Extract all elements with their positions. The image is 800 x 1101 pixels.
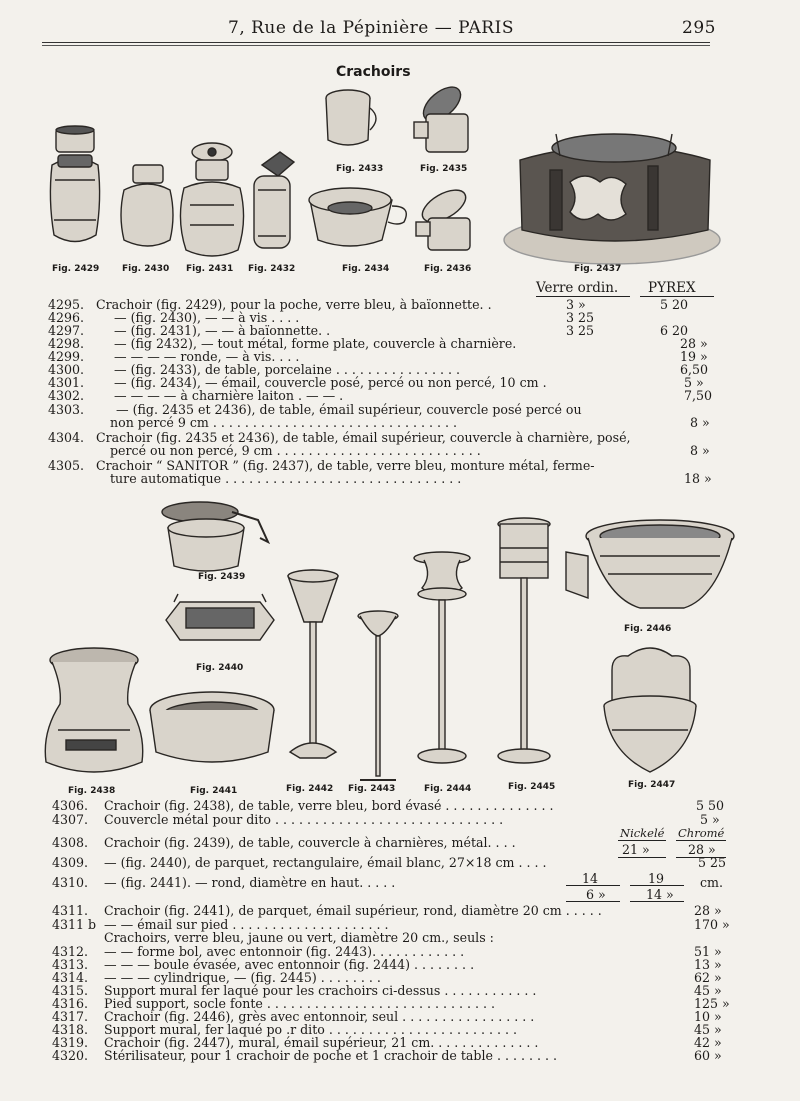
fig-caption-2444: Fig. 2444 <box>424 784 472 794</box>
fig-2443-illustration <box>358 611 398 780</box>
fig-2437-illustration <box>504 134 720 264</box>
item-description: — (fig. 2441). — rond, diamètre en haut. . . . . <box>104 875 396 890</box>
fig-caption-2443: Fig. 2443 <box>348 784 396 794</box>
item-code: 4303. <box>48 402 85 417</box>
item-code: 4299. <box>48 349 85 364</box>
item-description: Crachoir (fig. 2435 et 2436), de table, émail supérieur, couvercle à charnière, posé, <box>96 430 631 445</box>
price-4310-1: 14 <box>582 871 599 886</box>
price-4310-4: 14 » <box>646 887 674 902</box>
item-description: — — — — ronde, — à vis. . . . <box>114 349 300 364</box>
fig-caption-2437: Fig. 2437 <box>574 264 622 274</box>
item-description: Crachoir (fig. 2441), de parquet, émail supérieur, rond, diamètre 20 cm . . . . . <box>104 903 602 918</box>
fig-2433-illustration <box>326 90 376 145</box>
item-description: — (fig 2432), — tout métal, forme plate, couvercle à charnière. <box>114 336 517 351</box>
middle-illustrations <box>0 490 800 813</box>
fig-2439-illustration <box>162 502 268 571</box>
price-single: 5 » <box>684 375 704 390</box>
price-unit: cm. <box>700 875 723 890</box>
section-title: Crachoirs <box>336 64 411 80</box>
fig-2440-illustration <box>166 594 274 640</box>
item-code: 4297. <box>48 323 85 338</box>
fig-2432-illustration <box>254 152 294 248</box>
item-code: 4312. <box>52 944 89 959</box>
column-header-pyrex: PYREX <box>648 280 696 296</box>
price-single: 125 » <box>694 996 730 1011</box>
fig-2442-illustration <box>288 570 338 758</box>
item-description: Stérilisateur, pour 1 crachoir de poche et 1 crachoir de table . . . . . . . . <box>104 1048 558 1063</box>
item-code: 4315. <box>52 983 89 998</box>
price-nickele: 21 » <box>622 842 650 857</box>
rule-4310-2 <box>630 885 684 886</box>
item-description: — — forme bol, avec entonnoir (fig. 2443). . . . . . . . . . . . <box>104 944 465 959</box>
price-verre: 3 25 <box>566 310 595 325</box>
item-description: Support mural fer laqué pour les crachoirs ci-dessus . . . . . . . . . . . . <box>104 983 537 998</box>
item-description: Crachoir (fig. 2439), de table, couvercle à charnières, métal. . . . <box>104 835 516 850</box>
fig-2441-illustration <box>150 692 274 762</box>
item-description: — — — boule évasée, avec entonnoir (fig. 2444) . . . . . . . . <box>104 957 475 972</box>
fig-2434-illustration <box>309 188 406 246</box>
rule-4310-3 <box>566 901 620 902</box>
top-illustrations <box>0 0 800 290</box>
item-code: 4307. <box>52 812 89 827</box>
fig-2447-illustration <box>604 648 696 772</box>
item-code: 4311 b <box>52 917 97 932</box>
price-4310-2: 19 <box>648 871 665 886</box>
fig-2431-illustration <box>180 143 243 256</box>
fig-caption-2446: Fig. 2446 <box>624 624 672 634</box>
item-description: — (fig. 2440), de parquet, rectangulaire, émail blanc, 27×18 cm . . . . <box>104 855 547 870</box>
fig-caption-2431: Fig. 2431 <box>186 264 234 274</box>
price-single: 6,50 <box>680 362 709 377</box>
item-code: 4296. <box>48 310 85 325</box>
item-code: 4318. <box>52 1022 89 1037</box>
item-code: 4306. <box>52 798 89 813</box>
column-header-nickele: Nickelé <box>620 826 665 840</box>
page-number: 295 <box>682 18 716 38</box>
price-single: 62 » <box>694 970 722 985</box>
column-header-verre: Verre ordin. <box>536 280 619 296</box>
item-description: — (fig. 2434), — émail, couvercle posé, percé ou non percé, 10 cm . <box>114 375 547 390</box>
fig-2444-illustration <box>414 552 470 763</box>
fig-2436-illustration <box>416 184 471 250</box>
price-single: 19 » <box>680 349 708 364</box>
item-code: 4317. <box>52 1009 89 1024</box>
rule-nickele-2 <box>618 857 666 858</box>
fig-caption-2429: Fig. 2429 <box>52 264 100 274</box>
item-description: Couvercle métal pour dito . . . . . . . . . . . . . . . . . . . . . . . . . . . . . <box>104 812 504 827</box>
price-single: 8 » <box>690 415 710 430</box>
fig-2446-illustration <box>566 520 734 608</box>
rule-chrome <box>676 840 726 841</box>
item-code: 4309. <box>52 855 89 870</box>
fig-caption-2440: Fig. 2440 <box>196 663 244 673</box>
fig-caption-2438: Fig. 2438 <box>68 786 116 796</box>
price-single: 13 » <box>694 957 722 972</box>
fig-caption-2432: Fig. 2432 <box>248 264 296 274</box>
fig-caption-2439: Fig. 2439 <box>198 572 246 582</box>
item-description-cont: percé ou non percé, 9 cm . . . . . . . . . . . . . . . . . . . . . . . . . . <box>110 443 481 458</box>
price-single: 5 50 <box>696 798 725 813</box>
price-verre: 3 25 <box>566 323 595 338</box>
item-description: — — — cylindrique, — (fig. 2445) . . . . . . . . <box>104 970 381 985</box>
price-single: 45 » <box>694 983 722 998</box>
price-single: 51 » <box>694 944 722 959</box>
fig-caption-2441: Fig. 2441 <box>190 786 238 796</box>
item-code: 4310. <box>52 875 89 890</box>
item-description: — (fig. 2431), — — à baïonnette. . <box>114 323 331 338</box>
column-header-chrome: Chromé <box>678 826 725 840</box>
item-code: 4304. <box>48 430 85 445</box>
fig-caption-2442: Fig. 2442 <box>286 784 334 794</box>
item-description: — (fig. 2433), de table, porcelaine . . . . . . . . . . . . . . . . <box>114 362 460 377</box>
page-header-address: 7, Rue de la Pépinière — PARIS <box>228 18 514 38</box>
item-description: Pied support, socle fonte . . . . . . . . . . . . . . . . . . . . . . . . . . . . . <box>104 996 496 1011</box>
item-description: Crachoir (fig. 2429), pour la poche, verre bleu, à baïonnette. . <box>96 297 492 312</box>
item-description-cont: non percé 9 cm . . . . . . . . . . . . . . . . . . . . . . . . . . . . . . . <box>110 415 458 430</box>
item-code: 4314. <box>52 970 89 985</box>
fig-2435-illustration <box>414 81 468 152</box>
item-code: 4298. <box>48 336 85 351</box>
item-description: Crachoir (fig. 2446), grès avec entonnoir, seul . . . . . . . . . . . . . . . . . <box>104 1009 535 1024</box>
price-single: 10 » <box>694 1009 722 1024</box>
fig-caption-2445: Fig. 2445 <box>508 782 556 792</box>
price-single: 28 » <box>680 336 708 351</box>
price-single: 28 » <box>694 903 722 918</box>
item-code: 4300. <box>48 362 85 377</box>
item-code: 4301. <box>48 375 85 390</box>
price-pyrex: 6 20 <box>660 323 689 338</box>
fig-caption-2433: Fig. 2433 <box>336 164 384 174</box>
price-single: 8 » <box>690 443 710 458</box>
item-description-cont: ture automatique . . . . . . . . . . . . . . . . . . . . . . . . . . . . . . <box>110 471 462 486</box>
item-description: Crachoir “ SANITOR ” (fig. 2437), de table, verre bleu, monture métal, ferme- <box>96 458 595 473</box>
fig-2445-illustration <box>498 518 550 763</box>
item-description: — — — — à charnière laiton . — — . <box>114 388 344 403</box>
price-single: 60 » <box>694 1048 722 1063</box>
price-single: 18 » <box>684 471 712 486</box>
fig-caption-2436: Fig. 2436 <box>424 264 472 274</box>
price-verre: 3 » <box>566 297 586 312</box>
rule-nickele <box>618 840 666 841</box>
price-single: 45 » <box>694 1022 722 1037</box>
rule-4310-4 <box>630 901 684 902</box>
price-pyrex: 5 20 <box>660 297 689 312</box>
item-code: 4313. <box>52 957 89 972</box>
fig-caption-2447: Fig. 2447 <box>628 780 676 790</box>
price-single: 5 » <box>700 812 720 827</box>
item-description: Crachoir (fig. 2438), de table, verre bleu, bord évasé . . . . . . . . . . . . . . <box>104 798 554 813</box>
fig-caption-2430: Fig. 2430 <box>122 264 170 274</box>
item-code: 4305. <box>48 458 85 473</box>
price-chrome: 28 » <box>688 842 716 857</box>
fig-2430-illustration <box>121 165 173 246</box>
item-code: 4319. <box>52 1035 89 1050</box>
fig-2438-illustration <box>45 648 142 772</box>
price-single: 5 25 <box>698 855 727 870</box>
item-description: — (fig. 2430), — — à vis . . . . <box>114 310 300 325</box>
item-description: — — émail sur pied . . . . . . . . . . . . . . . . . . . . <box>104 917 389 932</box>
item-code: 4311. <box>52 903 89 918</box>
price-single: 170 » <box>694 917 730 932</box>
item-description: Support mural, fer laqué po .r dito . . . . . . . . . . . . . . . . . . . . . . . . <box>104 1022 518 1037</box>
fig-caption-2434: Fig. 2434 <box>342 264 390 274</box>
fig-caption-2435: Fig. 2435 <box>420 164 468 174</box>
item-code: 4320. <box>52 1048 89 1063</box>
item-description: — (fig. 2435 et 2436), de table, émail supérieur, couvercle posé percé ou <box>116 402 582 417</box>
price-single: 42 » <box>694 1035 722 1050</box>
price-4310-3: 6 » <box>586 887 606 902</box>
item-description: Crachoir (fig. 2447), mural, émail supérieur, 21 cm. . . . . . . . . . . . . . <box>104 1035 539 1050</box>
item-code: 4308. <box>52 835 89 850</box>
rule-4310-1 <box>566 885 620 886</box>
fig-2429-illustration <box>50 126 99 242</box>
item-code: 4316. <box>52 996 89 1011</box>
item-description: Crachoirs, verre bleu, jaune ou vert, diamètre 20 cm., seuls : <box>104 930 494 945</box>
item-code: 4302. <box>48 388 85 403</box>
price-single: 7,50 <box>684 388 713 403</box>
item-code: 4295. <box>48 297 85 312</box>
